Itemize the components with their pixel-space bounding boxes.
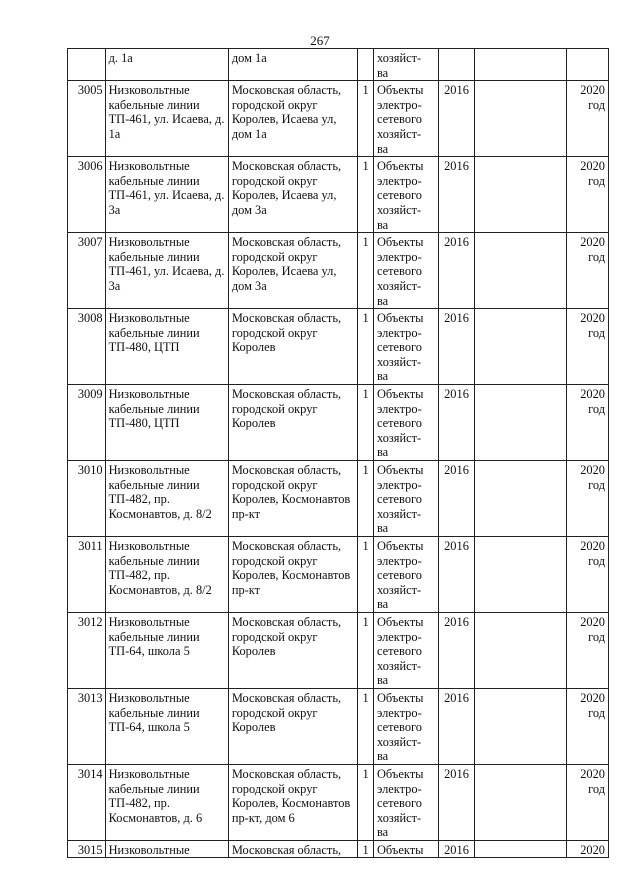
cell-name: Низковольтные кабельные линии ТП-480, ЦТП — [105, 309, 228, 385]
cell-address: Московская область, городской округ Королев, Исаева ул, дом 3а — [228, 233, 358, 309]
table-row — [68, 688, 609, 764]
cell-quantity: 1 — [358, 612, 374, 688]
cell-year: 2016 — [438, 840, 475, 858]
cell-address: Московская область, городской округ Королев — [228, 688, 358, 764]
cell-number: 3012 — [68, 612, 106, 688]
cell-name: Низковольтные кабельные линии ТП-461, ул. Исаева, д. 3а — [105, 233, 228, 309]
table-row — [68, 309, 609, 385]
cell-quantity: 1 — [358, 461, 374, 537]
cell-number: 3013 — [68, 688, 106, 764]
page-number: 267 — [310, 33, 330, 48]
cell-plan-year: 2020 год — [567, 612, 609, 688]
cell-number: 3011 — [68, 537, 106, 613]
cell-name: Низковольтные кабельные линии ТП-64, школа 5 — [105, 612, 228, 688]
cell-plan-year: 2020 год — [567, 688, 609, 764]
cell-address: Московская область, городской округ Королев — [228, 309, 358, 385]
cell-quantity: 1 — [358, 688, 374, 764]
cell-year — [438, 49, 475, 81]
cell-type: Объекты электро- сетевого хозяйст- ва — [373, 157, 438, 233]
cell-type: Объекты электро- сетевого хозяйст- ва — [373, 81, 438, 157]
table-row — [68, 49, 609, 81]
cell-empty — [475, 764, 567, 840]
cell-empty — [475, 688, 567, 764]
cell-plan-year: 2020 — [567, 840, 609, 858]
cell-number: 3008 — [68, 309, 106, 385]
cell-year: 2016 — [438, 157, 475, 233]
cell-plan-year: 2020 год — [567, 764, 609, 840]
cell-quantity: 1 — [358, 157, 374, 233]
cell-year: 2016 — [438, 309, 475, 385]
table-row — [68, 764, 609, 840]
cell-plan-year: 2020 год — [567, 385, 609, 461]
cell-quantity: 1 — [358, 81, 374, 157]
cell-number: 3006 — [68, 157, 106, 233]
cell-type: Объекты электро- сетевого хозяйст- ва — [373, 764, 438, 840]
cell-address: Московская область, городской округ Королев — [228, 385, 358, 461]
cell-name: Низковольтные — [105, 840, 228, 858]
cell-empty — [475, 49, 567, 81]
cell-type: хозяйст- ва — [373, 49, 438, 81]
cell-quantity: 1 — [358, 764, 374, 840]
cell-quantity: 1 — [358, 309, 374, 385]
cell-type: Объекты электро- сетевого хозяйст- ва — [373, 233, 438, 309]
cell-number: 3015 — [68, 840, 106, 858]
cell-number: 3014 — [68, 764, 106, 840]
cell-type: Объекты электро- сетевого хозяйст- ва — [373, 385, 438, 461]
cell-year: 2016 — [438, 688, 475, 764]
cell-type: Объекты электро- сетевого хозяйст- ва — [373, 309, 438, 385]
cell-number: 3007 — [68, 233, 106, 309]
cell-empty — [475, 157, 567, 233]
cell-address: Московская область, — [228, 840, 358, 858]
cell-year: 2016 — [438, 764, 475, 840]
cell-name: Низковольтные кабельные линии ТП-482, пр. Космонавтов, д. 6 — [105, 764, 228, 840]
cell-address: Московская область, городской округ Королев, Космонавтов пр-кт, дом 6 — [228, 764, 358, 840]
table-row — [68, 157, 609, 233]
table-row — [68, 612, 609, 688]
cell-address: Московская область, городской округ Королев, Исаева ул, дом 3а — [228, 157, 358, 233]
table-row — [68, 233, 609, 309]
cell-number: 3005 — [68, 81, 106, 157]
cell-plan-year — [567, 49, 609, 81]
cell-name: Низковольтные кабельные линии ТП-482, пр. Космонавтов, д. 8/2 — [105, 461, 228, 537]
cell-empty — [475, 840, 567, 858]
cell-quantity: 1 — [358, 537, 374, 613]
cell-address: Московская область, городской округ Королев, Космонавтов пр-кт — [228, 537, 358, 613]
cell-plan-year: 2020 год — [567, 461, 609, 537]
cell-year: 2016 — [438, 81, 475, 157]
cell-number: 3009 — [68, 385, 106, 461]
cell-empty — [475, 309, 567, 385]
cell-empty — [475, 461, 567, 537]
cell-address: дом 1а — [228, 49, 358, 81]
table-row — [68, 385, 609, 461]
table-row — [68, 840, 609, 858]
cell-empty — [475, 81, 567, 157]
cell-year: 2016 — [438, 537, 475, 613]
cell-address: Московская область, городской округ Королев — [228, 612, 358, 688]
cell-name: Низковольтные кабельные линии ТП-461, ул. Исаева, д. 1а — [105, 81, 228, 157]
cell-year: 2016 — [438, 385, 475, 461]
cell-name: д. 1а — [105, 49, 228, 81]
cell-name: Низковольтные кабельные линии ТП-482, пр. Космонавтов, д. 8/2 — [105, 537, 228, 613]
cell-empty — [475, 385, 567, 461]
cell-name: Низковольтные кабельные линии ТП-461, ул. Исаева, д. 3а — [105, 157, 228, 233]
cell-empty — [475, 612, 567, 688]
cell-year: 2016 — [438, 461, 475, 537]
cell-year: 2016 — [438, 233, 475, 309]
cell-type: Объекты — [373, 840, 438, 858]
cell-plan-year: 2020 год — [567, 309, 609, 385]
cell-quantity: 1 — [358, 840, 374, 858]
cell-address: Московская область, городской округ Королев, Космонавтов пр-кт — [228, 461, 358, 537]
cell-type: Объекты электро- сетевого хозяйст- ва — [373, 461, 438, 537]
cell-name: Низковольтные кабельные линии ТП-480, ЦТП — [105, 385, 228, 461]
cell-type: Объекты электро- сетевого хозяйст- ва — [373, 537, 438, 613]
cell-address: Московская область, городской округ Королев, Исаева ул, дом 1а — [228, 81, 358, 157]
cell-plan-year: 2020 год — [567, 81, 609, 157]
cell-empty — [475, 233, 567, 309]
table-row — [68, 81, 609, 157]
cell-number — [68, 49, 106, 81]
cell-plan-year: 2020 год — [567, 157, 609, 233]
cell-quantity: 1 — [358, 233, 374, 309]
table-row — [68, 537, 609, 613]
cell-quantity: 1 — [358, 385, 374, 461]
table-body — [68, 49, 609, 858]
cell-plan-year: 2020 год — [567, 537, 609, 613]
registry-table — [67, 48, 609, 858]
cell-quantity — [358, 49, 374, 81]
cell-year: 2016 — [438, 612, 475, 688]
table-row — [68, 461, 609, 537]
cell-type: Объекты электро- сетевого хозяйст- ва — [373, 612, 438, 688]
cell-plan-year: 2020 год — [567, 233, 609, 309]
cell-number: 3010 — [68, 461, 106, 537]
cell-empty — [475, 537, 567, 613]
cell-type: Объекты электро- сетевого хозяйст- ва — [373, 688, 438, 764]
cell-name: Низковольтные кабельные линии ТП-64, школа 5 — [105, 688, 228, 764]
